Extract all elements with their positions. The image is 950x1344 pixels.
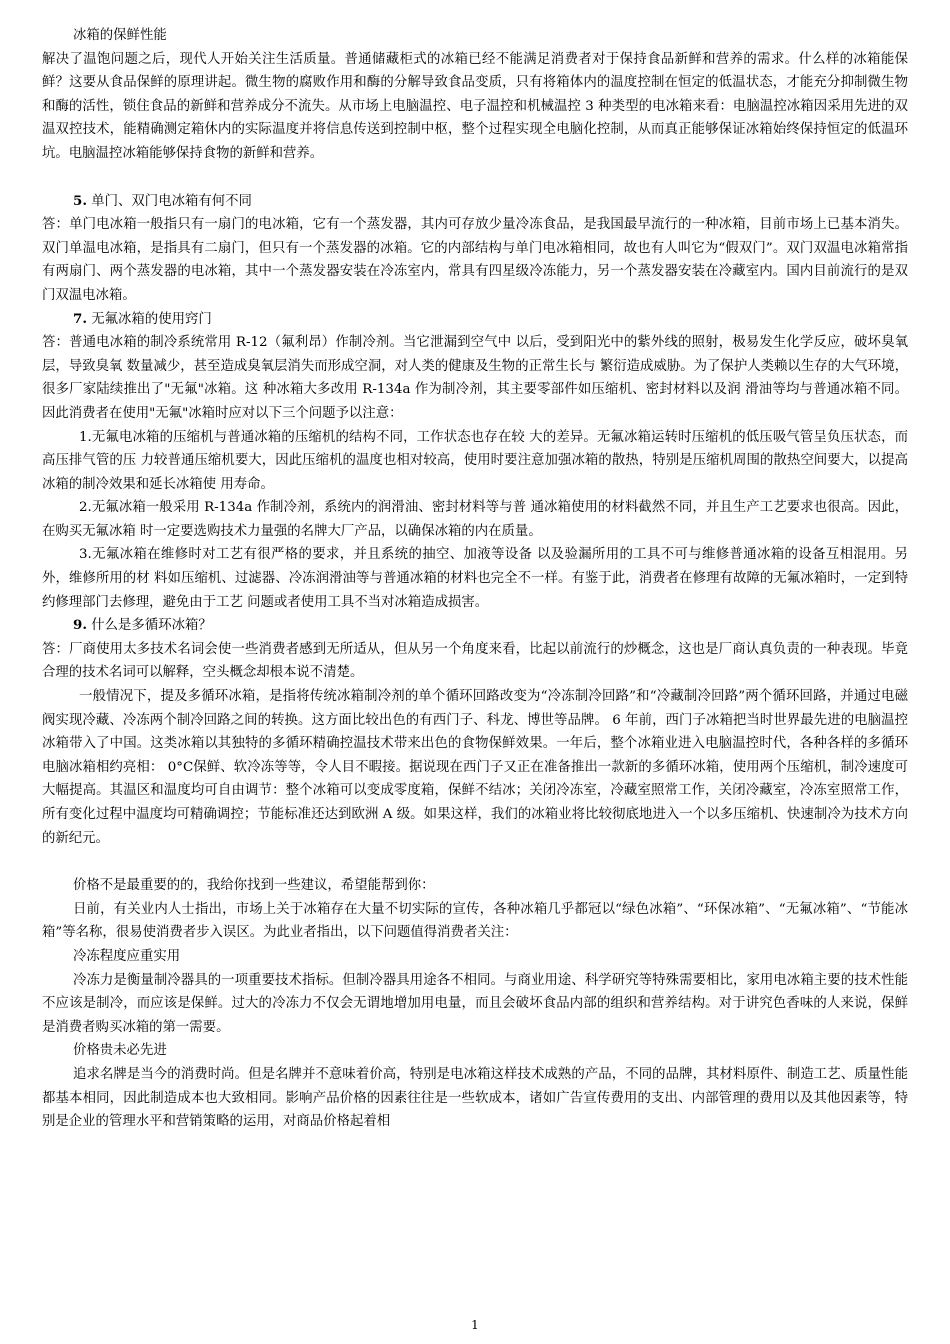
list-item: 3.无氟冰箱在维修时对工艺有很严格的要求，并且系统的抽空、加液等设备 以及验漏所用的工具不可与维修普通冰箱的设备互相混用。另外，维修所用的材 料如压缩机、过滤器、冷冻润滑油等与普通冰箱的材料也完全不一样。有鉴于此，消费者在修理有故障的无氟冰箱时，一定到特约修理部门去修理，避免由于工艺 问题或者使用工具不当对冰箱造成损害。	[42, 547, 908, 610]
subheading: 价格贵未必先进	[73, 1043, 167, 1059]
question-number: 5.	[73, 192, 87, 209]
subheading: 冷冻程度应重实用	[73, 948, 181, 964]
question-heading	[42, 190, 908, 214]
question-title: 无氟冰箱的使用窍门	[91, 311, 212, 327]
paragraph: 解决了温饱问题之后，现代人开始关注生活质量。普通储藏柜式的冰箱已经不能满足消费者对于保持食品新鲜和营养的需求。什么样的冰箱能保鲜？这要从食品保鲜的原理讲起。微生物的腐败作用和酶的分解导致食品变质，只有将箱体内的温度控制在恒定的低温状态，才能充分抑制微生物和酶的活性，锁住食品的新鲜和营养成分不流失。从市场上电脑温控、电子温控和机械温控 3 种类型的电冰箱来看：电脑温控冰箱因采用先进的双温双控技术，能精确测定箱休内的实际温度并将信息传送到控制中枢，整个过程实现全电脑化控制，从而真正能够保证冰箱始终保持恒定的低温环坑。电脑温控冰箱能够保持食物的新鲜和营养。	[42, 51, 908, 161]
spacer	[42, 166, 908, 190]
answer-paragraph: 答：单门电冰箱一般指只有一扇门的电冰箱，它有一个蒸发器，其内可存放少量冷冻食品，是我国最早流行的一种冰箱，目前市场上已基本消失。双门单温电冰箱，是指具有二扇门，但只有一个蒸发器的冰箱。它的内部结构与单门电冰箱相同，故也有人叫它为“假双门”。双门双温电冰箱常指有两扇门、两个蒸发器的电冰箱，其中一个蒸发器安装在冷冻室内，常具有四星级冷冻能力，另一个蒸发器安装在冷藏室内。国内目前流行的是双门双温电冰箱。	[42, 217, 908, 303]
paragraph: 一般情况下，提及多循环冰箱，是指将传统冰箱制冷剂的单个循环回路改变为“冷冻制冷回路”和“冷藏制冷回路”两个循环回路，并通过电磁阀实现冷藏、冷冻两个制冷回路之间的转换。这方面比较出色的有西门子、科龙、博世等品牌。 6 年前，西门子冰箱把当时世界最先进的电脑温控冰箱带入了中国。这类冰箱以其独特的多循环精确控温技术带来出色的食物保鲜效果。一年后，整个冰箱业进入电脑温控时代，各种各样的多循环电脑冰箱相约亮相： 0°C保鲜、软冷冻等等，令人目不暇接。据说现在西门子又正在准备推出一款新的多循环冰箱，使用两个压缩机，制冷速度可大幅提高。其温区和温度均可自由调节：整个冰箱可以变成零度箱，保鲜不结冰；关闭冷冻室，冷藏室照常工作，关闭冷藏室，冷冻室照常工作，所有变化过程中温度均可精确调控；节能标准还达到欧洲 A 级。如果这样，我们的冰箱业将比较彻底地进入一个以多压缩机、快速制冷为技术方向的新纪元。	[42, 689, 908, 846]
paragraph: 价格不是最重要的的，我给你找到一些建议，希望能帮到你：	[73, 878, 435, 894]
spacer	[42, 850, 908, 874]
list-item: 1.无氟电冰箱的压缩机与普通冰箱的压缩机的结构不同，工作状态也存在较 大的差异。无氟冰箱运转时压缩机的低压吸气管呈负压状态，而高压排气管的压 力较普通压缩机要大，因此压缩机的温度也相对较高，使用时要注意加强冰箱的散热，特别是压缩机周围的散热空间要大，以提高冰箱的制冷效果和延长冰箱使 用寿命。	[42, 429, 908, 492]
question-title: 什么是多循环冰箱？	[91, 618, 212, 634]
section-title: 冰箱的保鲜性能	[73, 28, 167, 43]
question-heading	[42, 614, 908, 638]
question-title: 单门、双门电冰箱有何不同	[91, 193, 252, 209]
question-heading	[42, 308, 908, 332]
answer-paragraph: 答：普通电冰箱的制冷系统常用 R-12（氟利昂）作制冷剂。当它泄漏到空气中 以后，受到阳光中的紫外线的照射，极易发生化学反应，破坏臭氧层，导致臭氧 数量减少，甚至造成臭氧层消失而形成空洞，对人类的健康及生物的正常生长与 繁衍造成威胁。为了保护人类赖以生存的大气环境，很多厂家陆续推出了"无氟"冰箱。这 种冰箱大多改用 R-134a 作为制冷剂，其主要零部件如压缩机、密封材料以及润 滑油等均与普通冰箱不同。因此消费者在使用"无氟"冰箱时应对以下三个问题予以注意：	[42, 335, 908, 421]
question-number: 9.	[73, 617, 87, 634]
document-page	[42, 24, 908, 1134]
paragraph: 日前，有关业内人士指出，市场上关于冰箱存在大量不切实际的宣传，各种冰箱几乎都冠以“绿色冰箱”、“环保冰箱”、“无氟冰箱”、“节能冰箱”等名称，很易使消费者步入误区。为此业者指出，以下问题值得消费者关注：	[42, 901, 908, 941]
list-item: 2.无氟冰箱一般采用 R-134a 作制冷剂，系统内的润滑油、密封材料等与普 通冰箱使用的材料截然不同，并且生产工艺要求也很高。因此，在购买无氟冰箱 时一定要选购技术力量强的名牌大厂产品，以确保冰箱的内在质量。	[42, 500, 908, 539]
answer-paragraph: 答：厂商使用太多技术名词会使一些消费者感到无所适从，但从另一个角度来看，比起以前流行的炒概念，这也是厂商认真负责的一种表现。毕竟合理的技术名词可以解释，空头概念却根本说不清楚。	[42, 641, 908, 681]
question-number: 7.	[73, 310, 87, 327]
paragraph: 冷冻力是衡量制冷器具的一项重要技术指标。但制冷器具用途各不相同。与商业用途、科学研究等特殊需要相比，家用电冰箱主要的技术性能不应该是制冷，而应该是保鲜。过大的冷冻力不仅会无谓地增加用电量，而且会破坏食品内部的组织和营养结构。对于讲究色香味的人来说，保鲜是消费者购买冰箱的第一需要。	[42, 972, 908, 1035]
page-number: 1	[471, 1318, 479, 1332]
paragraph: 追求名牌是当今的消费时尚。但是名牌并不意味着价高，特别是电冰箱这样技术成熟的产品，不同的品牌，其材料原件、制造工艺、质量性能都基本相同，因此制造成本也大致相同。影响产品价格的因素往往是一些软成本，诸如广告宣传费用的支出、内部管理的费用以及其他因素等，特别是企业的管理水平和营销策略的运用，对商品价格起着相	[42, 1066, 908, 1130]
